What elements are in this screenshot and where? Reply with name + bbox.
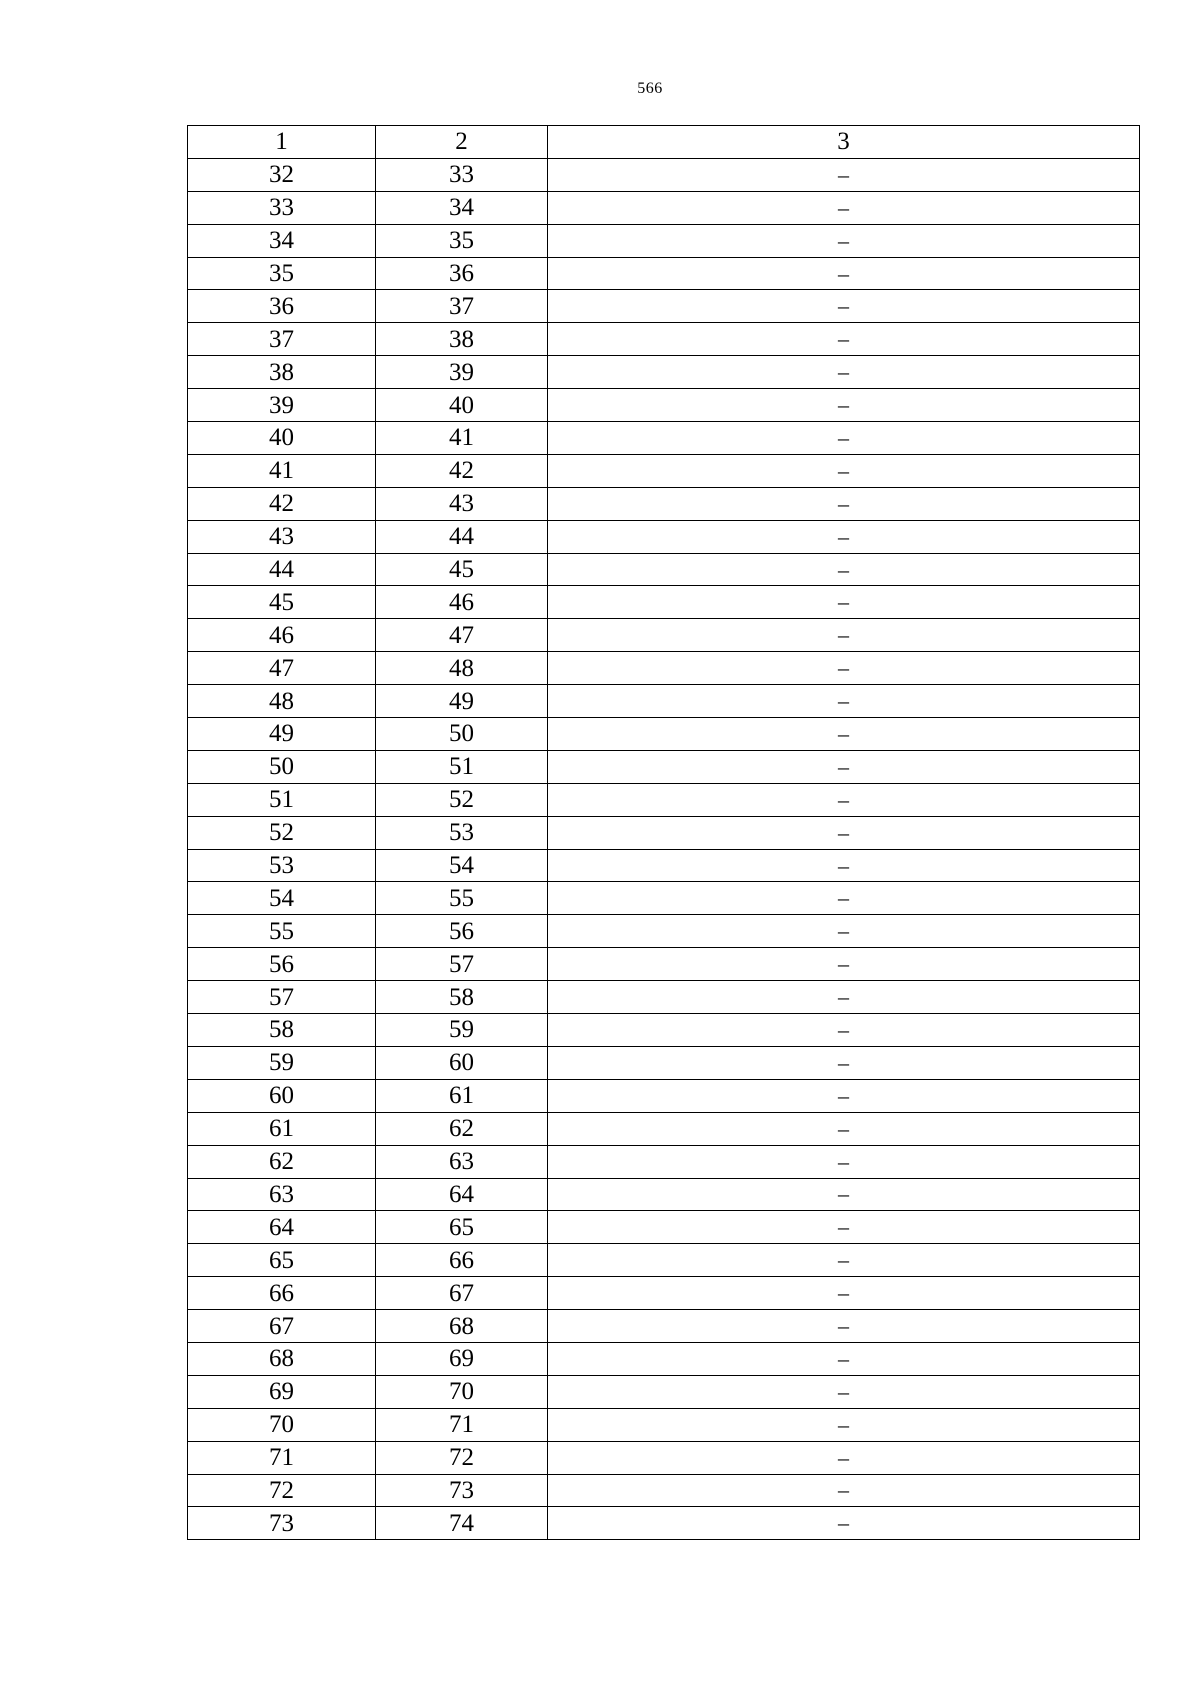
table-cell-col-1: 46: [188, 619, 376, 652]
table-cell-col-1: 33: [188, 191, 376, 224]
table-cell-col-1: 59: [188, 1046, 376, 1079]
table-cell-col-2: 68: [376, 1310, 548, 1343]
table-cell-col-3: –: [548, 422, 1140, 455]
table-cell-col-3: –: [548, 454, 1140, 487]
table-cell-col-1: 65: [188, 1244, 376, 1277]
table-cell-col-3: –: [548, 718, 1140, 751]
table-cell-col-3: –: [548, 915, 1140, 948]
table-cell-col-3: –: [548, 1046, 1140, 1079]
table-row: [188, 1310, 1140, 1343]
column-header-1: 1: [188, 126, 376, 159]
table-row: [188, 783, 1140, 816]
table-cell-col-1: 67: [188, 1310, 376, 1343]
table-row: [188, 1408, 1140, 1441]
table-cell-col-1: 41: [188, 454, 376, 487]
table-cell-col-1: 50: [188, 750, 376, 783]
table-cell-col-1: 56: [188, 948, 376, 981]
table-cell-col-2: 37: [376, 290, 548, 323]
table-cell-col-3: –: [548, 1375, 1140, 1408]
table-cell-col-2: 58: [376, 981, 548, 1014]
table-row: [188, 981, 1140, 1014]
table-cell-col-3: –: [548, 816, 1140, 849]
table-body: [188, 158, 1140, 1539]
table-row: [188, 619, 1140, 652]
table-cell-col-1: 62: [188, 1145, 376, 1178]
table-cell-col-1: 71: [188, 1441, 376, 1474]
table-cell-col-1: 38: [188, 356, 376, 389]
table-cell-col-3: –: [548, 1441, 1140, 1474]
table-cell-col-2: 50: [376, 718, 548, 751]
table-cell-col-2: 52: [376, 783, 548, 816]
table-cell-col-1: 32: [188, 158, 376, 191]
table-cell-col-2: 41: [376, 422, 548, 455]
table-cell-col-2: 51: [376, 750, 548, 783]
table-cell-col-2: 72: [376, 1441, 548, 1474]
table-cell-col-2: 65: [376, 1211, 548, 1244]
data-table-container: [187, 125, 1140, 1540]
table-cell-col-1: 73: [188, 1507, 376, 1540]
table-cell-col-1: 45: [188, 586, 376, 619]
table-row: [188, 1178, 1140, 1211]
table-cell-col-3: –: [548, 1145, 1140, 1178]
table-row: [188, 849, 1140, 882]
table-row: [188, 257, 1140, 290]
table-row: [188, 586, 1140, 619]
table-row: [188, 553, 1140, 586]
table-cell-col-2: 42: [376, 454, 548, 487]
table-cell-col-2: 69: [376, 1342, 548, 1375]
table-cell-col-2: 55: [376, 882, 548, 915]
table-cell-col-3: –: [548, 257, 1140, 290]
table-cell-col-2: 34: [376, 191, 548, 224]
table-cell-col-3: –: [548, 1507, 1140, 1540]
table-row: [188, 948, 1140, 981]
table-row: [188, 718, 1140, 751]
table-cell-col-1: 66: [188, 1277, 376, 1310]
table-cell-col-3: –: [548, 487, 1140, 520]
table-row: [188, 1375, 1140, 1408]
table-cell-col-2: 39: [376, 356, 548, 389]
table-row: [188, 1145, 1140, 1178]
table-cell-col-2: 36: [376, 257, 548, 290]
table-cell-col-1: 36: [188, 290, 376, 323]
table-cell-col-3: –: [548, 1244, 1140, 1277]
table-cell-col-2: 67: [376, 1277, 548, 1310]
table-cell-col-3: –: [548, 356, 1140, 389]
table-cell-col-1: 60: [188, 1079, 376, 1112]
table-cell-col-1: 35: [188, 257, 376, 290]
table-cell-col-1: 53: [188, 849, 376, 882]
table-cell-col-3: –: [548, 1342, 1140, 1375]
table-cell-col-2: 59: [376, 1014, 548, 1047]
table-row: [188, 1474, 1140, 1507]
table-cell-col-2: 57: [376, 948, 548, 981]
table-cell-col-2: 40: [376, 389, 548, 422]
table-cell-col-1: 72: [188, 1474, 376, 1507]
table-cell-col-2: 33: [376, 158, 548, 191]
table-cell-col-1: 48: [188, 685, 376, 718]
table-cell-col-1: 63: [188, 1178, 376, 1211]
table-header-row: [188, 126, 1140, 159]
table-cell-col-2: 74: [376, 1507, 548, 1540]
table-row: [188, 454, 1140, 487]
column-header-2: 2: [376, 126, 548, 159]
table-cell-col-2: 73: [376, 1474, 548, 1507]
table-cell-col-2: 62: [376, 1112, 548, 1145]
table-row: [188, 1507, 1140, 1540]
table-cell-col-3: –: [548, 1408, 1140, 1441]
table-row: [188, 1342, 1140, 1375]
table-cell-col-3: –: [548, 1079, 1140, 1112]
table-cell-col-3: –: [548, 586, 1140, 619]
table-cell-col-3: –: [548, 685, 1140, 718]
table-row: [188, 487, 1140, 520]
table-row: [188, 1211, 1140, 1244]
table-row: [188, 1112, 1140, 1145]
table-cell-col-1: 55: [188, 915, 376, 948]
table-cell-col-1: 43: [188, 520, 376, 553]
table-cell-col-1: 61: [188, 1112, 376, 1145]
table-cell-col-3: –: [548, 948, 1140, 981]
table-row: [188, 1079, 1140, 1112]
table-cell-col-1: 47: [188, 652, 376, 685]
table-cell-col-2: 38: [376, 323, 548, 356]
table-cell-col-1: 68: [188, 1342, 376, 1375]
table-row: [188, 1277, 1140, 1310]
table-cell-col-1: 34: [188, 224, 376, 257]
table-cell-col-2: 49: [376, 685, 548, 718]
table-cell-col-1: 37: [188, 323, 376, 356]
table-cell-col-3: –: [548, 1474, 1140, 1507]
table-cell-col-1: 69: [188, 1375, 376, 1408]
table-row: [188, 158, 1140, 191]
table-cell-col-3: –: [548, 1277, 1140, 1310]
table-cell-col-1: 64: [188, 1211, 376, 1244]
table-cell-col-1: 39: [188, 389, 376, 422]
table-cell-col-1: 58: [188, 1014, 376, 1047]
table-cell-col-2: 43: [376, 487, 548, 520]
table-cell-col-3: –: [548, 981, 1140, 1014]
table-row: [188, 685, 1140, 718]
table-row: [188, 520, 1140, 553]
table-cell-col-3: –: [548, 882, 1140, 915]
table-cell-col-3: –: [548, 520, 1140, 553]
table-cell-col-2: 53: [376, 816, 548, 849]
table-cell-col-2: 48: [376, 652, 548, 685]
table-cell-col-3: –: [548, 1211, 1140, 1244]
table-row: [188, 290, 1140, 323]
table-cell-col-2: 71: [376, 1408, 548, 1441]
table-cell-col-3: –: [548, 158, 1140, 191]
table-cell-col-3: –: [548, 553, 1140, 586]
table-row: [188, 389, 1140, 422]
table-cell-col-3: –: [548, 783, 1140, 816]
table-cell-col-2: 63: [376, 1145, 548, 1178]
table-cell-col-2: 66: [376, 1244, 548, 1277]
table-row: [188, 652, 1140, 685]
page-number: 566: [637, 80, 663, 97]
table-cell-col-3: –: [548, 224, 1140, 257]
table-cell-col-3: –: [548, 652, 1140, 685]
table-cell-col-3: –: [548, 1112, 1140, 1145]
table-row: [188, 915, 1140, 948]
table-cell-col-2: 47: [376, 619, 548, 652]
table-cell-col-3: –: [548, 1310, 1140, 1343]
table-cell-col-3: –: [548, 1014, 1140, 1047]
table-cell-col-1: 54: [188, 882, 376, 915]
table-row: [188, 356, 1140, 389]
table-cell-col-2: 70: [376, 1375, 548, 1408]
table-cell-col-2: 60: [376, 1046, 548, 1079]
table-row: [188, 1014, 1140, 1047]
table-cell-col-2: 56: [376, 915, 548, 948]
table-cell-col-1: 57: [188, 981, 376, 1014]
table-row: [188, 1244, 1140, 1277]
data-table: [187, 125, 1140, 1540]
table-cell-col-3: –: [548, 619, 1140, 652]
table-cell-col-3: –: [548, 323, 1140, 356]
table-row: [188, 882, 1140, 915]
table-row: [188, 422, 1140, 455]
table-cell-col-1: 52: [188, 816, 376, 849]
table-cell-col-1: 49: [188, 718, 376, 751]
table-row: [188, 816, 1140, 849]
table-cell-col-2: 46: [376, 586, 548, 619]
table-cell-col-1: 51: [188, 783, 376, 816]
table-cell-col-1: 44: [188, 553, 376, 586]
table-cell-col-2: 54: [376, 849, 548, 882]
table-cell-col-3: –: [548, 389, 1140, 422]
column-header-3: 3: [548, 126, 1140, 159]
table-row: [188, 1441, 1140, 1474]
table-cell-col-2: 64: [376, 1178, 548, 1211]
table-cell-col-2: 44: [376, 520, 548, 553]
table-cell-col-3: –: [548, 290, 1140, 323]
table-cell-col-3: –: [548, 849, 1140, 882]
table-cell-col-2: 61: [376, 1079, 548, 1112]
table-cell-col-3: –: [548, 1178, 1140, 1211]
table-row: [188, 191, 1140, 224]
table-row: [188, 1046, 1140, 1079]
table-cell-col-1: 40: [188, 422, 376, 455]
table-row: [188, 323, 1140, 356]
table-cell-col-1: 70: [188, 1408, 376, 1441]
table-cell-col-2: 35: [376, 224, 548, 257]
table-cell-col-3: –: [548, 750, 1140, 783]
table-row: [188, 750, 1140, 783]
table-row: [188, 224, 1140, 257]
table-cell-col-3: –: [548, 191, 1140, 224]
table-cell-col-1: 42: [188, 487, 376, 520]
table-cell-col-2: 45: [376, 553, 548, 586]
